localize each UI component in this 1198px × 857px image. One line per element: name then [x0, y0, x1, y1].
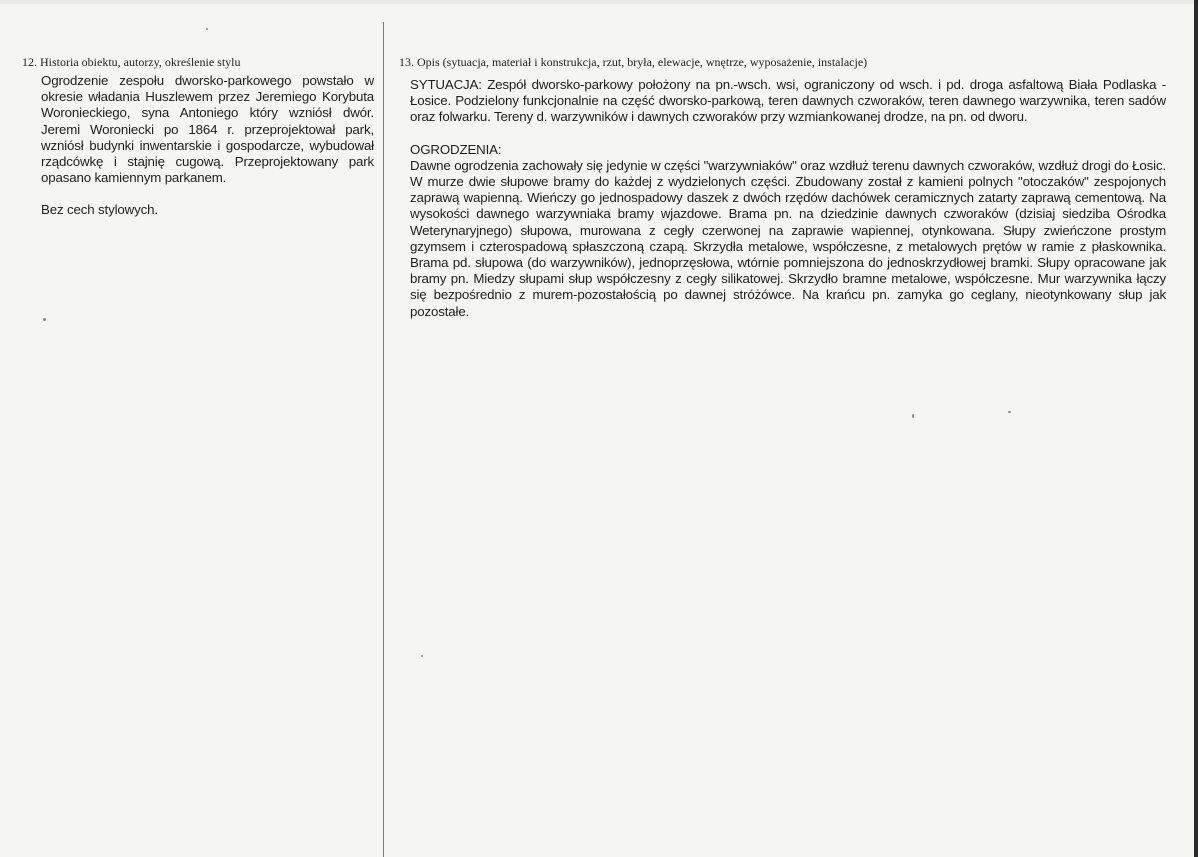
history-paragraph: Ogrodzenie zespołu dworsko-parkowego powstało w okresie władania Huszlewem przez Jeremiego Korybuta Woronieckiego, syna Antoniego który wzniósł dwór. Jeremi Woroniecki po 1864 r. przeprojektował park, wzniósł budynki inwentarskie i gospodarcze, wybudował rządcówkę i stajnię cugową. Przeprojektowany park opasano kamiennym parkanem. [41, 73, 374, 186]
scan-right-edge [1194, 0, 1198, 857]
fences-paragraph: Dawne ogrodzenia zachowały się jedynie w części "warzywniaków" oraz wzdłuż terenu dawnych czworaków, wzdłuż drogi do Łosic. W murze dwie słupowe bramy do każdej z wydzielonych części. Zbudowany został z kamieni polnych "otoczaków" zespojonych zaprawą wapienną. Wieńczy go jednospadowy daszek z dwóch rzędów dachówek ceramicznych zatarty zaprawą cementową. Na wysokości dawnego warzywniaka bramy wjazdowe. Brama pn. na dziedzinie dawnych czworaków (dzisiaj siedziba Ośrodka Weterynaryjnego) słupowa, murowana z cegły czerwonej na zaprawie wapiennej, otynkowana. Słupy zwieńczone prostym gzymsem i czterospadową spłaszczoną czapą. Skrzydła metalowe, współczesne, z metalowych prętów w ramie z płaskownika. Brama pd. słupowa (do warzywników), jednoprzęsłowa, wtórnie pomniejszona do jednoskrzydłowej bramki. Słupy opracowane jak bramy pn. Miedzy słupami słup współczesny z cegły silikatowej. Skrzydło bramne metalowe, współczesne. Mur warzywnika łączy się bezpośrednio z murem-pozostałością po dawnej stróżówce. Na krańcu pn. zamyka go ceglany, nieotynkowany słup jak pozostałe. [410, 157, 1166, 319]
scan-speck [912, 414, 914, 418]
situation-paragraph: SYTUACJA: Zespół dworsko-parkowy położony na pn.-wsch. wsi, ograniczony od wsch. i pd. droga asfaltową Biała Podlaska - Łosice. Podzielony funkcjonalnie na część dworsko-parkową, teren dawnych czworaków, teren dawnego warzywnika, teren sadów oraz folwarku. Tereny d. warzywników i dawnych czworaków przy wzmiankowanej drodze, na pn. od dworu. [410, 77, 1166, 125]
scan-speck [43, 318, 46, 321]
scan-top-edge [0, 0, 1198, 4]
scan-speck [1008, 411, 1011, 413]
scan-speck [421, 655, 423, 657]
section-13-heading: 13. Opis (sytuacja, materiał i konstrukcja, rzut, bryła, elewacje, wnętrze, wyposażenie, instalacje) [399, 55, 868, 69]
style-paragraph: Bez cech stylowych. [41, 202, 158, 218]
column-divider [383, 22, 384, 857]
section-12-content [41, 73, 374, 219]
scan-speck [206, 28, 208, 30]
section-12-heading: 12. Historia obiektu, autorzy, określenie stylu [22, 55, 241, 69]
section-13-content [410, 77, 1166, 320]
fences-label: OGRODZENIA: [410, 141, 502, 157]
